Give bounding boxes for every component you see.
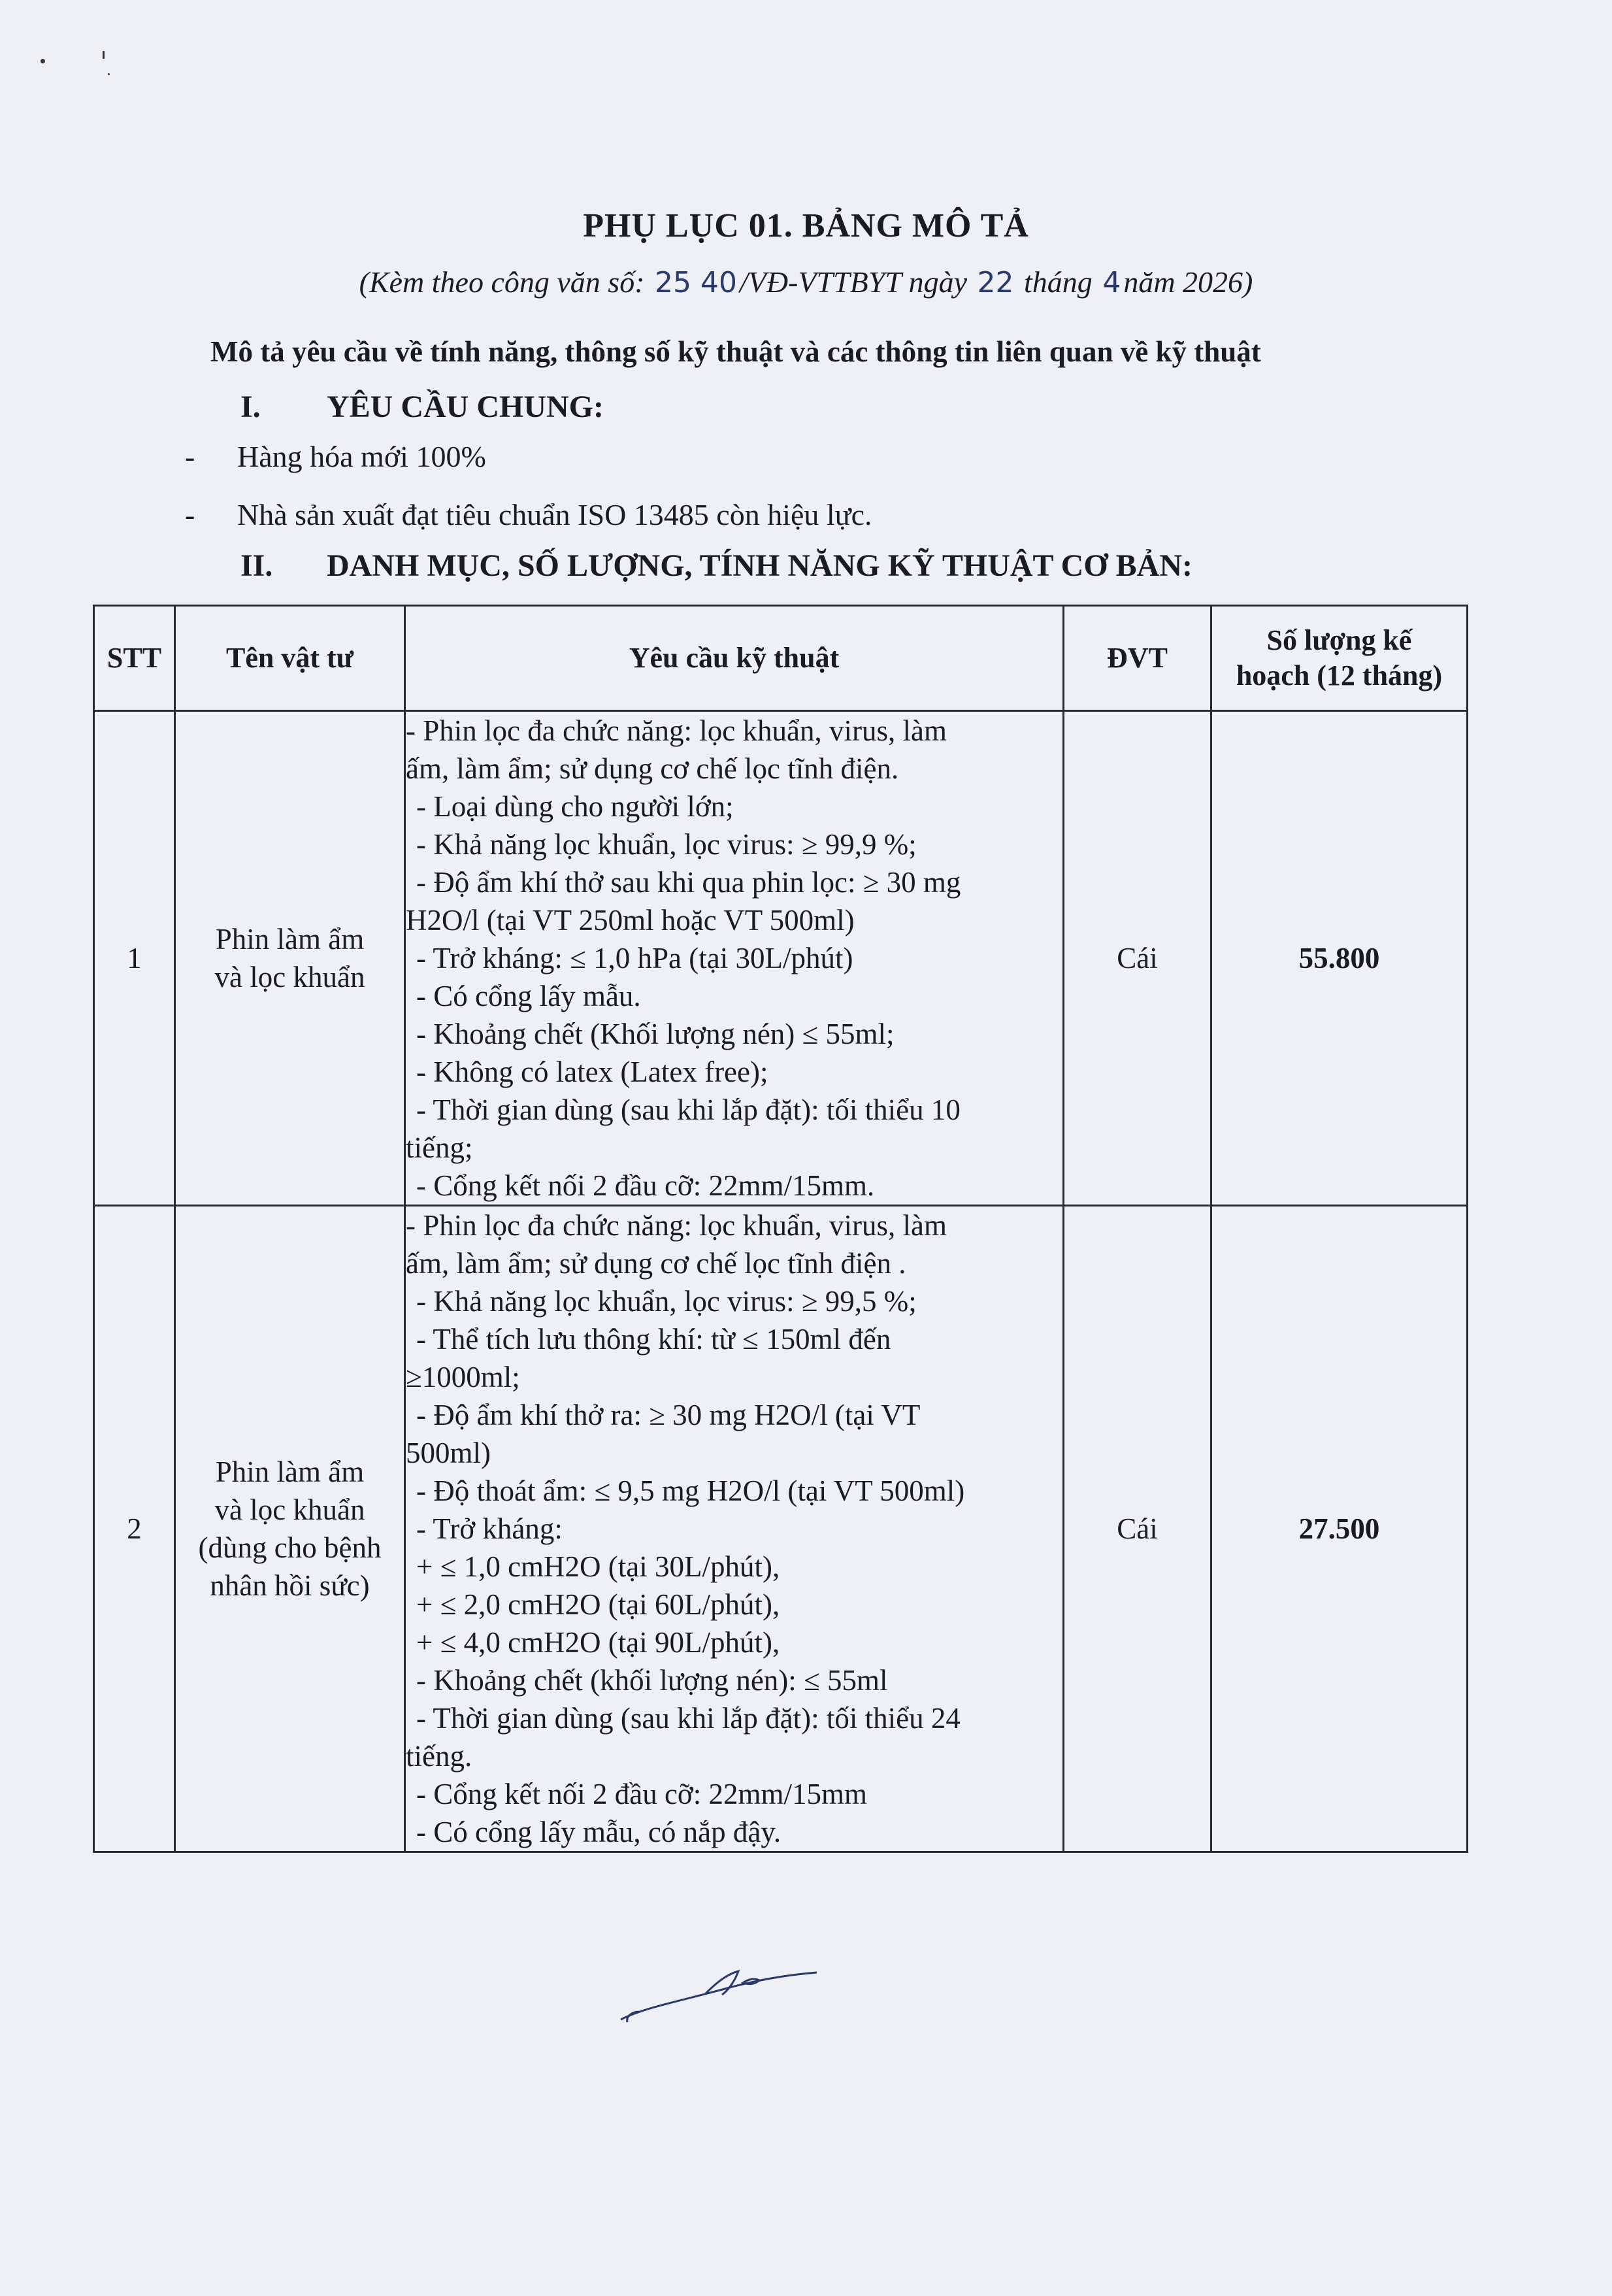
subtitle-doc-number: 25 40 [655,266,737,299]
requirement-line: - Không có latex (Latex free); [416,1056,768,1088]
bullet-marker: - [185,440,195,473]
row-name [175,1206,405,1852]
section-1-heading [240,389,604,425]
header-quantity-line2: hoạch (12 tháng) [1236,659,1443,691]
requirement-line: - Có cổng lấy mẫu, có nắp đậy. [416,1816,781,1848]
row-quantity: 55.800 [1211,711,1468,1206]
header-quantity-line1: Số lượng kế [1266,624,1412,656]
section-2-title: DANH MỤC, SỐ LƯỢNG, TÍNH NĂNG KỸ THUẬT CƠ BẢN: [327,548,1193,583]
row-name-line: và lọc khuẩn [214,1493,365,1526]
requirement-line: - Trở kháng: [416,1512,563,1545]
requirement-line: - Độ thoát ẩm: ≤ 9,5 mg H2O/l (tại VT 500ml) [416,1474,965,1507]
requirement-line: - Khả năng lọc khuẩn, lọc virus: ≥ 99,9 %; [416,828,917,861]
section-1-item [185,497,872,532]
requirement-line: - Phin lọc đa chức năng: lọc khuẩn, virus, làm [406,714,947,747]
row-stt: 2 [94,1206,175,1852]
requirement-line: tiếng. [406,1740,472,1772]
row-quantity: 27.500 [1211,1206,1468,1852]
section-1-title: YÊU CẦU CHUNG: [327,390,604,424]
bullet-marker: - [185,498,195,531]
requirement-line: ≥1000ml; [406,1361,520,1393]
row-name-line: nhân hồi sức) [210,1569,370,1602]
section-2-heading [240,548,1193,584]
requirement-line: - Phin lọc đa chức năng: lọc khuẩn, virus, làm [406,1209,947,1242]
requirement-line: - Trở kháng: ≤ 1,0 hPa (tại 30L/phút) [416,942,853,974]
subtitle-month-label: tháng [1024,265,1093,299]
table-row [94,711,1468,1206]
row-requirements [405,1206,1064,1852]
row-name-line: Phin làm ẩm [215,923,365,956]
row-stt: 1 [94,711,175,1206]
row-unit: Cái [1064,711,1211,1206]
requirement-line: - Thời gian dùng (sau khi lắp đặt): tối thiểu 10 [416,1093,961,1126]
header-requirements: Yêu cầu kỹ thuật [405,606,1064,711]
subtitle-day: 22 [977,266,1014,299]
header-unit: ĐVT [1064,606,1211,711]
requirement-line: tiếng; [406,1131,473,1164]
requirement-line: ấm, làm ẩm; sử dụng cơ chế lọc tĩnh điện. [406,752,899,785]
description: Mô tả yêu cầu về tính năng, thông số kỹ thuật và các thông tin liên quan về kỹ thuật [210,335,1261,368]
row-name [175,711,405,1206]
requirement-line: - Thời gian dùng (sau khi lắp đặt): tối thiểu 24 [416,1702,961,1735]
section-1-item [185,439,486,474]
section-1-number: I. [240,390,261,424]
requirement-line: - Khoảng chết (khối lượng nén): ≤ 55ml [416,1664,888,1697]
requirement-line: - Có cổng lấy mẫu. [416,980,641,1012]
requirement-line: - Cổng kết nối 2 đầu cỡ: 22mm/15mm. [416,1169,875,1202]
header-stt: STT [94,606,175,711]
signature-icon [608,1954,830,2033]
document-title: PHỤ LỤC 01. BẢNG MÔ TẢ [583,207,1029,244]
subtitle-year: năm 2026) [1123,265,1253,299]
subtitle-month: 4 [1102,266,1121,299]
requirement-line: ấm, làm ẩm; sử dụng cơ chế lọc tĩnh điện . [406,1247,906,1280]
row-name-line: và lọc khuẩn [214,961,365,993]
table-header-row [94,606,1468,711]
section-2-number: II. [240,548,273,583]
header-quantity [1211,606,1468,711]
requirement-line: - Loại dùng cho người lớn; [416,790,734,823]
section-1-item-text: Hàng hóa mới 100% [237,440,486,473]
requirement-line: + ≤ 2,0 cmH2O (tại 60L/phút), [416,1588,780,1621]
requirement-line: - Thể tích lưu thông khí: từ ≤ 150ml đến [416,1323,891,1356]
requirement-line: - Khoảng chết (Khối lượng nén) ≤ 55ml; [416,1018,895,1050]
requirement-line: - Độ ẩm khí thở ra: ≥ 30 mg H2O/l (tại VT [416,1399,921,1431]
row-requirements [405,711,1064,1206]
requirement-line: - Cổng kết nối 2 đầu cỡ: 22mm/15mm [416,1778,867,1810]
header-name: Tên vật tư [175,606,405,711]
requirement-line: 500ml) [406,1437,491,1469]
row-name-line: (dùng cho bệnh [198,1531,382,1564]
document-subtitle [0,265,1612,299]
subtitle-doc-code: /VĐ-VTTBYT ngày [739,265,968,299]
subtitle-prefix: (Kèm theo công văn số: [359,265,645,299]
requirement-line: - Độ ẩm khí thở sau khi qua phin lọc: ≥ 30 mg [416,866,961,899]
table-row [94,1206,1468,1852]
row-name-line: Phin làm ẩm [215,1456,365,1488]
row-unit: Cái [1064,1206,1211,1852]
requirement-line: - Khả năng lọc khuẩn, lọc virus: ≥ 99,5 %; [416,1285,917,1318]
requirement-line: + ≤ 4,0 cmH2O (tại 90L/phút), [416,1626,780,1659]
requirement-line: + ≤ 1,0 cmH2O (tại 30L/phút), [416,1550,780,1583]
section-1-item-text: Nhà sản xuất đạt tiêu chuẩn ISO 13485 còn hiệu lực. [237,498,872,531]
requirement-line: H2O/l (tại VT 250ml hoặc VT 500ml) [406,904,855,937]
spec-table [93,605,1468,1853]
